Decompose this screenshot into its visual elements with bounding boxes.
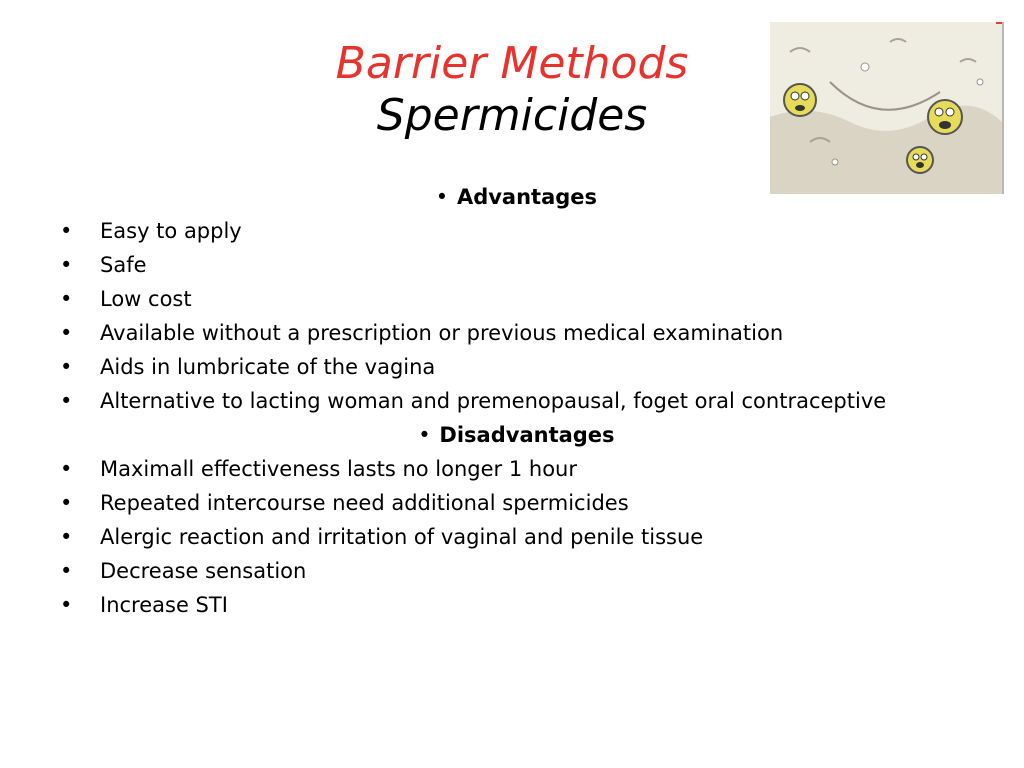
section-heading-disadvantages [0,418,1024,452]
bullet-icon: • [60,355,73,379]
bullet-icon: • [60,321,73,345]
bullet-icon: • [60,593,73,617]
list-item [0,316,1024,350]
bullet-icon: • [418,423,431,447]
list-item [0,554,1024,588]
heading-text: Disadvantages [439,423,615,447]
item-text: Alternative to lacting woman and premenopausal, foget oral contraceptive [100,389,887,413]
heading-text: Advantages [456,185,598,209]
list-item [0,520,1024,554]
bullet-icon: • [60,287,73,311]
item-text: Alergic reaction and irritation of vaginal and penile tissue [100,525,704,549]
list-item [0,452,1024,486]
title-text: Barrier Methods [335,38,689,89]
bullet-icon: • [60,389,73,413]
item-text: Easy to apply [100,219,242,243]
item-text: Maximall effectiveness lasts no longer 1 hour [100,457,577,481]
section-heading-advantages [0,180,1024,214]
subtitle-text: Spermicides [376,90,648,141]
item-text: Increase STI [100,593,228,617]
cartoon-illustration [770,22,1004,194]
bullet-icon: • [60,491,73,515]
bullet-icon: • [60,219,73,243]
item-text: Available without a prescription or previous medical examination [100,321,784,345]
item-text: Low cost [100,287,192,311]
list-item [0,486,1024,520]
item-text: Aids in lumbricate of the vagina [100,355,436,379]
bullet-icon: • [435,185,449,209]
item-text: Repeated intercourse need additional spermicides [100,491,629,515]
list-item [0,350,1024,384]
list-item [0,214,1024,248]
list-item [0,282,1024,316]
list-item [0,248,1024,282]
bullet-list [0,180,1024,622]
bullet-icon: • [60,525,73,549]
list-item [0,588,1024,622]
item-text: Safe [100,253,147,277]
bullet-icon: • [60,457,73,481]
bullet-icon: • [60,253,73,277]
list-item [0,384,1024,418]
corner-mark [996,22,1002,24]
item-text: Decrease sensation [100,559,307,583]
bullet-icon: • [60,559,73,583]
